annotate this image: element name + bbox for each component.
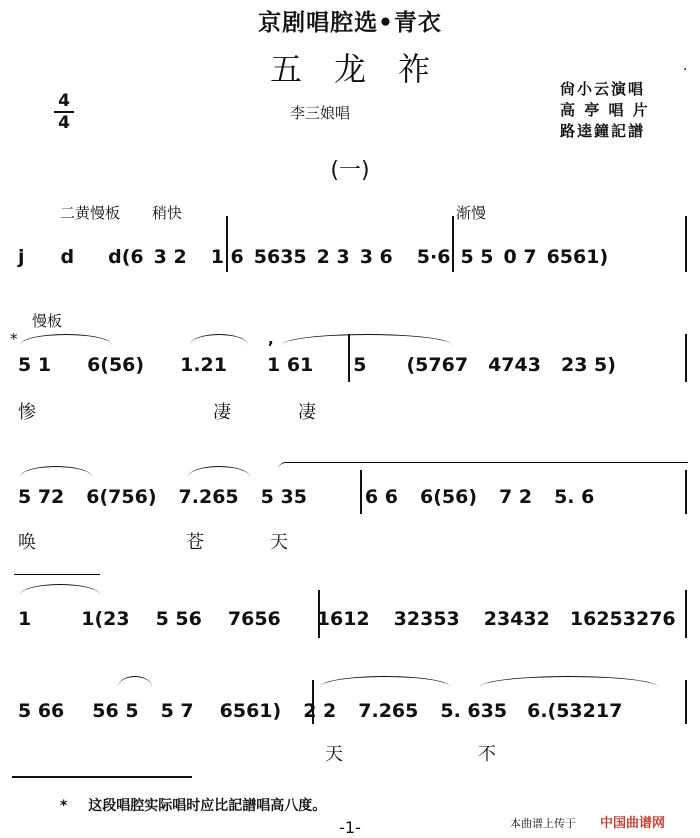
- note-group: 3 2: [153, 246, 187, 268]
- brand-logo: 中国曲谱网: [600, 816, 666, 831]
- footnote-rule: [12, 776, 192, 778]
- note-group: 1: [18, 608, 32, 630]
- note-group: 1(23: [81, 608, 130, 630]
- note-group: 23 5): [560, 354, 616, 376]
- note-group: 7656: [227, 608, 281, 630]
- score-row-1: [18, 228, 688, 268]
- bar-line: [685, 470, 687, 514]
- note-group: 5635: [253, 246, 307, 268]
- note-group: 5: [353, 354, 367, 376]
- note-group: d(6: [108, 246, 144, 268]
- bar-line: [685, 216, 687, 272]
- lyric: 唤: [18, 532, 36, 553]
- footnote-text: 这段唱腔实际唱时应比記譜唱高八度。: [88, 798, 327, 814]
- note-group: 1 61: [266, 354, 314, 376]
- score-row-5: [18, 682, 688, 722]
- lyric: 惨: [18, 402, 36, 423]
- note-group: 1.21: [180, 354, 227, 376]
- lyric: 凄: [213, 402, 231, 423]
- note-group: 5 66: [18, 700, 65, 722]
- score-row-3: [18, 468, 688, 508]
- tempo-mark-faster: 稍快: [152, 204, 183, 222]
- singer-line: 李三娘唱: [290, 104, 351, 122]
- note-group: 6(756): [86, 486, 157, 508]
- lyric: 天: [325, 744, 343, 765]
- upload-note: 本曲谱上传于: [510, 817, 576, 830]
- footnote-asterisk: *: [10, 330, 18, 348]
- bar-line: [318, 590, 320, 638]
- bar-line: [360, 470, 362, 514]
- bar-line: [685, 334, 687, 382]
- bar-line: [348, 334, 350, 382]
- dot-mark: ·: [683, 62, 688, 78]
- time-signature: [54, 92, 74, 132]
- lyric: 天: [270, 532, 288, 553]
- footnote-marker: *: [60, 798, 68, 814]
- note-group: (5767: [406, 354, 469, 376]
- bar-line: [312, 680, 314, 724]
- bar-line: [452, 216, 454, 272]
- note-group: 23432: [483, 608, 550, 630]
- lyric: 苍: [186, 532, 204, 553]
- note-group: 6 6: [364, 486, 398, 508]
- note-group: 5. 635: [440, 700, 508, 722]
- note-group: 6(56): [87, 354, 145, 376]
- bar-line: [685, 590, 687, 638]
- note-group: 16253276: [569, 608, 676, 630]
- note-group: 2 3: [316, 246, 350, 268]
- lyric: 凄: [298, 402, 316, 423]
- note-group: 6561): [546, 246, 609, 268]
- time-signature-bottom: 4: [58, 113, 70, 133]
- tempo-mark-slow: 慢板: [32, 312, 63, 330]
- note-group: 7 2: [499, 486, 533, 508]
- note-group: 56 5: [92, 700, 139, 722]
- note-group: 32353: [393, 608, 460, 630]
- breath-mark: ,: [268, 330, 274, 348]
- page-number: -1-: [339, 818, 361, 837]
- score-row-2: [18, 336, 688, 376]
- note-group: 0 7: [503, 246, 537, 268]
- note-group: 6.(53217: [527, 700, 623, 722]
- note-group: 6(56): [419, 486, 478, 508]
- credit-recording: 高 亭 唱 片: [560, 101, 650, 119]
- note-group: 3 6: [359, 246, 393, 268]
- note-group: 7.265: [358, 700, 419, 722]
- note-group: 5 1: [18, 354, 52, 376]
- note-group: 1 6: [210, 246, 244, 268]
- note-group: 7.265: [178, 486, 239, 508]
- bar-line: [226, 216, 228, 272]
- note-group: 2 2: [303, 700, 337, 722]
- note-group: 5 5: [460, 246, 494, 268]
- note-group: 5 35: [260, 486, 307, 508]
- score-row-4: [18, 590, 688, 630]
- time-signature-top: 4: [58, 91, 70, 111]
- section-number: (一): [330, 158, 370, 183]
- note-group: 4743: [488, 354, 541, 376]
- lyric: 不: [478, 744, 496, 765]
- footnote: [60, 795, 326, 815]
- credit-performer: 尙小云演唱: [560, 80, 646, 98]
- note-group: 5 72: [18, 486, 65, 508]
- note-group: 5·6: [416, 246, 451, 268]
- note-group: 6561): [219, 700, 282, 722]
- credit-transcriber: 路逵鐘記譜: [560, 122, 646, 140]
- note-group: 5 7: [160, 700, 194, 722]
- note-group: j: [18, 246, 25, 268]
- note-group: 1612: [316, 608, 370, 630]
- tempo-mark-slowing: 渐慢: [456, 204, 487, 222]
- note-group: d: [60, 246, 75, 268]
- series-title: 京剧唱腔选•青衣: [258, 10, 442, 36]
- note-group: 5 56: [155, 608, 202, 630]
- tempo-mark-erhuang: 二黄慢板: [60, 204, 121, 222]
- opera-title: 五龙祚: [269, 50, 462, 88]
- bar-line: [685, 680, 687, 724]
- note-group: 5. 6: [554, 486, 595, 508]
